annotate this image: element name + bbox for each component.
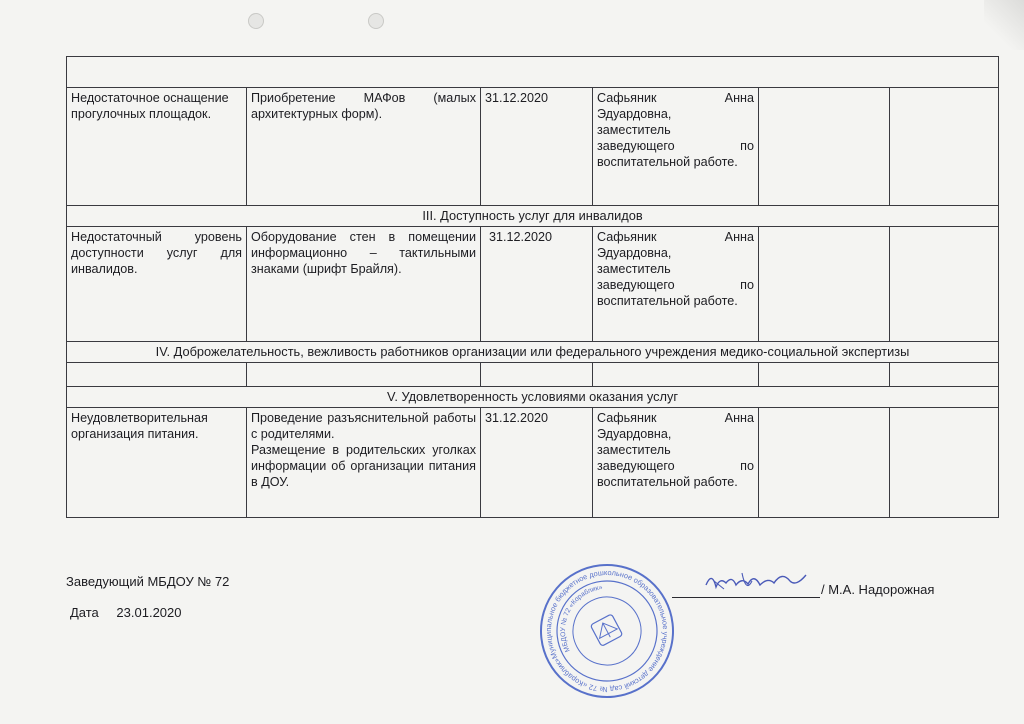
- empty-cell: [890, 88, 999, 206]
- empty-cell: [759, 88, 890, 206]
- date-line: [70, 605, 182, 620]
- action-cell: Оборудование стен в помещении информационно – тактильными знаками (шрифт Брайля).: [247, 227, 481, 342]
- page-corner-fold: [984, 0, 1024, 50]
- empty-cell: [759, 363, 890, 387]
- empty-cell: [67, 363, 247, 387]
- empty-cell: [759, 408, 890, 518]
- date-cell: 31.12.2020: [481, 88, 593, 206]
- action-cell: Приобретение МАФов (малых архитектурных форм).: [247, 88, 481, 206]
- section-heading: V. Удовлетворенность условиями оказания услуг: [67, 387, 999, 408]
- section-row: [67, 387, 999, 408]
- head-label: Заведующий МБДОУ № 72: [66, 574, 230, 589]
- date-label: Дата: [70, 605, 99, 620]
- table-row: [67, 408, 999, 518]
- empty-cell: [890, 408, 999, 518]
- stamp-emblem-icon: [590, 614, 622, 646]
- signer-name: / М.А. Надорожная: [821, 582, 935, 597]
- punch-hole-right: [368, 13, 384, 29]
- responsible-cell: Сафьяник Анна Эдуардовна, заместитель заведующего по воспитательной работе.: [593, 88, 759, 206]
- top-continuation-cell: [67, 57, 999, 88]
- section-heading: III. Доступность услуг для инвалидов: [67, 206, 999, 227]
- table-row: [67, 88, 999, 206]
- action-cell: Проведение разъяснительной работы с родителями. Размещение в родительских уголках информации об организации питания в ДОУ.: [247, 408, 481, 518]
- empty-cell: [481, 363, 593, 387]
- issue-cell: Неудовлетворительная организация питания.: [67, 408, 247, 518]
- issue-cell: Недостаточное оснащение прогулочных площадок.: [67, 88, 247, 206]
- date-value: 23.01.2020: [116, 605, 182, 620]
- date-cell: 31.12.2020: [481, 227, 593, 342]
- date-cell: 31.12.2020: [481, 408, 593, 518]
- stamp-outer-text: Муниципальное бюджетное дошкольное образовательное учреждение детский сад № 72 «Кораблик»: [543, 567, 671, 695]
- issue-cell: Недостаточный уровень доступности услуг для инвалидов.: [67, 227, 247, 342]
- empty-cell: [593, 363, 759, 387]
- empty-cell: [247, 363, 481, 387]
- responsible-cell: Сафьяник Анна Эдуардовна, заместитель заведующего по воспитательной работе.: [593, 227, 759, 342]
- stamp-inner-text: МБДОУ № 72 «Кораблик»: [559, 584, 603, 653]
- empty-cell: [890, 363, 999, 387]
- official-stamp: [538, 562, 676, 700]
- empty-cell: [759, 227, 890, 342]
- action-plan-table: [66, 56, 999, 518]
- section-heading: IV. Доброжелательность, вежливость работников организации или федерального учреждения медико-социальной экспертизы: [67, 342, 999, 363]
- empty-cell: [890, 227, 999, 342]
- table-row: [67, 227, 999, 342]
- punch-hole-left: [248, 13, 264, 29]
- handwritten-signature: [702, 567, 812, 601]
- section-row: [67, 342, 999, 363]
- table-row: [67, 363, 999, 387]
- table-row: [67, 57, 999, 88]
- responsible-cell: Сафьяник Анна Эдуардовна, заместитель заведующего по воспитательной работе.: [593, 408, 759, 518]
- section-row: [67, 206, 999, 227]
